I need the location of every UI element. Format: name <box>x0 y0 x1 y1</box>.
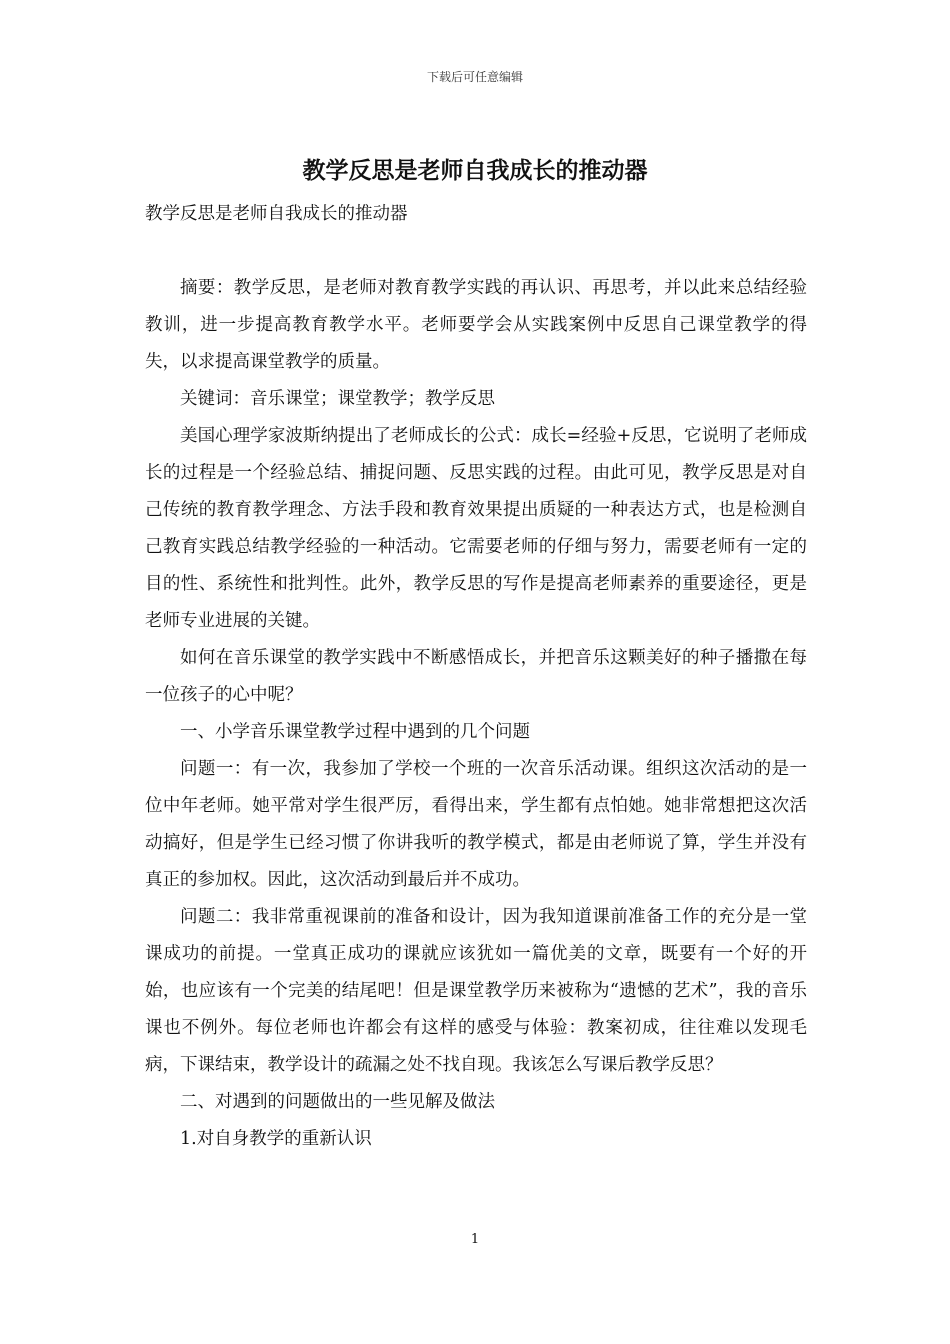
body-paragraph: 美国心理学家波斯纳提出了老师成长的公式：成长=经验+反思，它说明了老师成长的过程是一个经验总结、捕捉问题、反思实践的过程。由此可见，教学反思是对自己传统的教育教学理念、方法手段和教育效果提出质疑的一种表达方式，也是检测自己教育实践总结教学经验的一种活动。它需要老师的仔细与努力，需要老师有一定的目的性、系统性和批判性。此外，教学反思的写作是提高老师素养的重要途径，更是老师专业进展的关键。 <box>145 426 807 631</box>
page-number: 1 <box>470 1232 480 1247</box>
document-title: 教学反思是老师自我成长的推动器 <box>302 157 648 184</box>
abstract-paragraph: 摘要：教学反思，是老师对教育教学实践的再认识、再思考，并以此来总结经验教训，进一步提高教育教学水平。老师要学会从实践案例中反思自己课堂教学的得失，以求提高课堂教学的质量。 <box>145 278 807 372</box>
section-heading: 一、小学音乐课堂教学过程中遇到的几个问题 <box>180 722 530 742</box>
document-body <box>145 196 807 1158</box>
subsection-heading: 1.对自身教学的重新认识 <box>180 1129 372 1149</box>
body-paragraph: 问题二：我非常重视课前的准备和设计，因为我知道课前准备工作的充分是一堂课成功的前提。一堂真正成功的课就应该犹如一篇优美的文章，既要有一个好的开始，也应该有一个完美的结尾吧！但是课堂教学历来被称为“遗憾的艺术”，我的音乐课也不例外。每位老师也许都会有这样的感受与体验：教案初成，往往难以发现毛病，下课结束，教学设计的疏漏之处不找自现。我该怎么写课后教学反思？ <box>145 907 807 1075</box>
body-paragraph: 问题一：有一次，我参加了学校一个班的一次音乐活动课。组织这次活动的是一位中年老师。她平常对学生很严厉，看得出来，学生都有点怕她。她非常想把这次活动搞好，但是学生已经习惯了你讲我听的教学模式，都是由老师说了算，学生并没有真正的参加权。因此，这次活动到最后并不成功。 <box>145 759 807 890</box>
document-subtitle: 教学反思是老师自我成长的推动器 <box>145 204 408 224</box>
keywords-paragraph: 关键词：音乐课堂；课堂教学；教学反思 <box>180 389 495 409</box>
section-heading: 二、对遇到的问题做出的一些见解及做法 <box>180 1092 495 1112</box>
page-header-note: 下载后可任意编辑 <box>426 70 523 84</box>
blank-line <box>145 233 807 270</box>
body-paragraph: 如何在音乐课堂的教学实践中不断感悟成长，并把音乐这颗美好的种子播撒在每一位孩子的心中呢？ <box>145 648 807 705</box>
